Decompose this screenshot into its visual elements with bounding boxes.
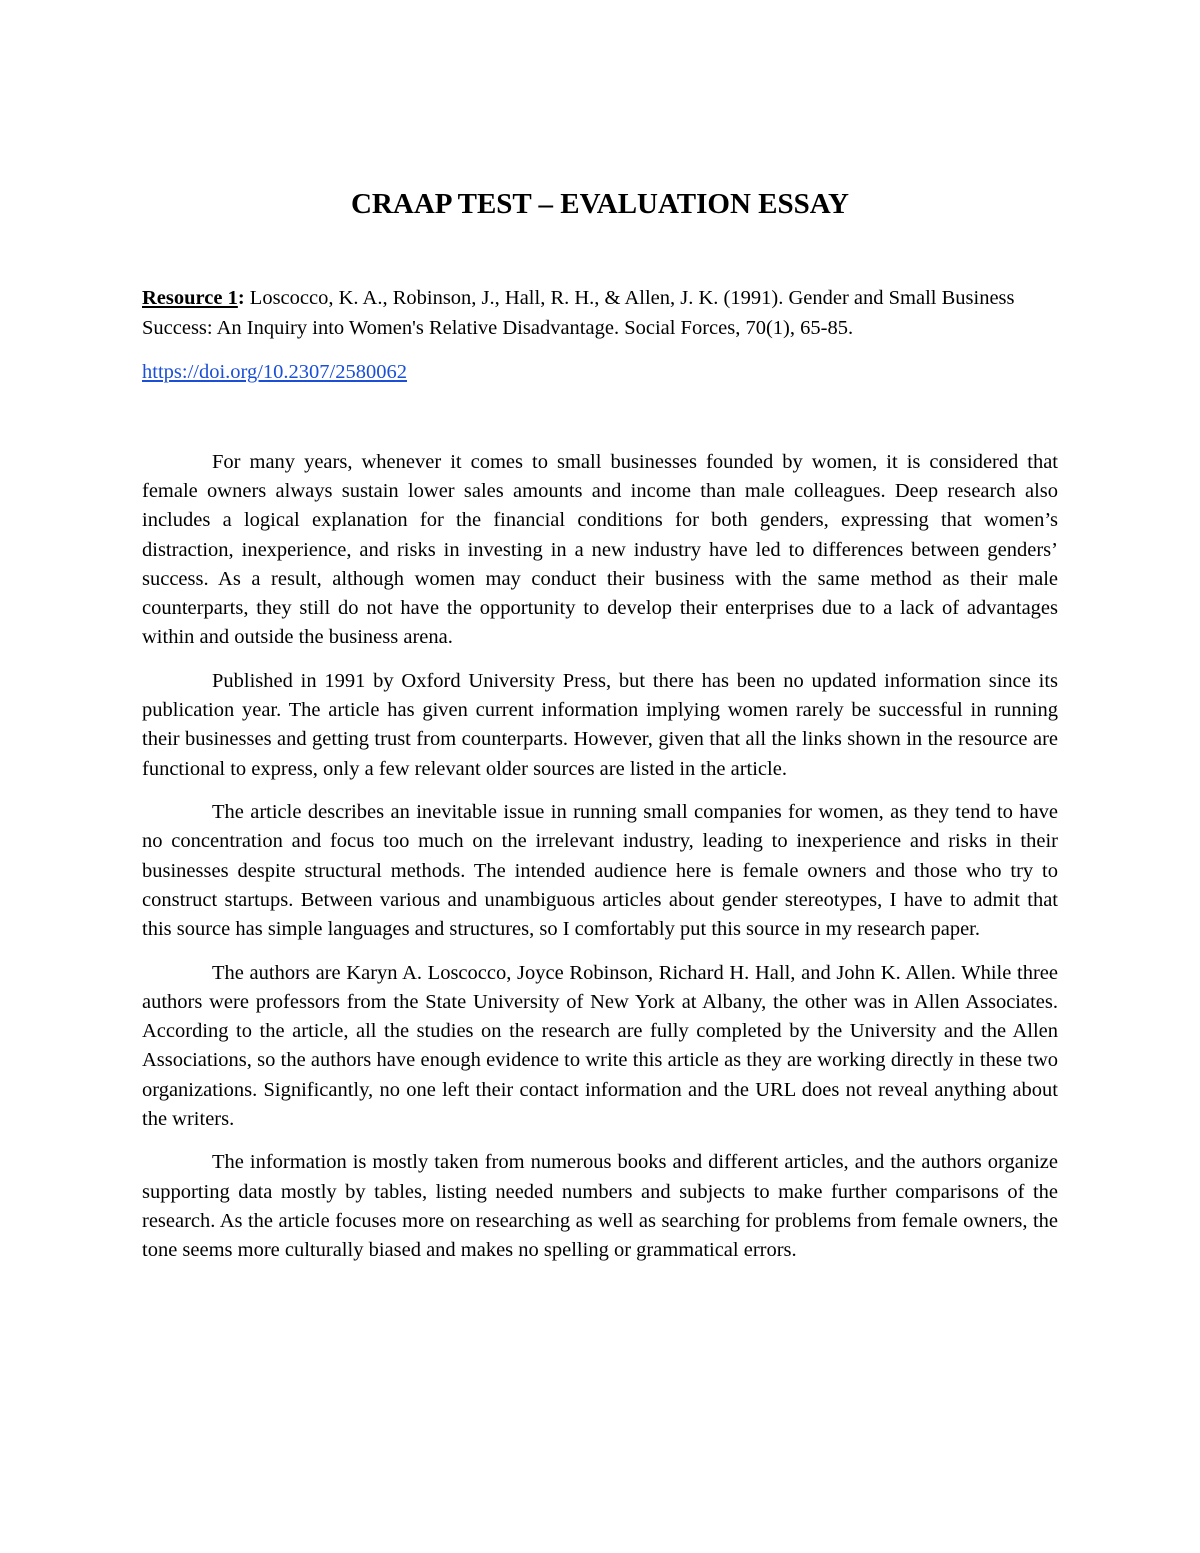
essay-body (142, 448, 1058, 1280)
paragraph-2: Published in 1991 by Oxford University Press, but there has been no updated information since its publication year. The article has given current information implying women rarely be successful in running their businesses and getting trust from counterparts. However, given that all the links shown in the resource are functional to express, only a few relevant older sources are listed in the article. (142, 669, 1058, 780)
document-title: CRAAP TEST – EVALUATION ESSAY (350, 188, 849, 220)
citation-text: Loscocco, K. A., Robinson, J., Hall, R. H., & Allen, J. K. (1991). Gender and Small Business Success: An Inquiry into Women's Relative Disadvantage. Social Forces, 70(1), 65-85. (142, 287, 1015, 339)
resource-label-colon: : (237, 287, 245, 309)
paragraph-4: The authors are Karyn A. Loscocco, Joyce Robinson, Richard H. Hall, and John K. Allen. While three authors were professors from the State University of New York at Albany, the other was in Allen Associates. According to the article, all the studies on the research are fully completed by the University and the Allen Associations, so the authors have enough evidence to write this article as they are working directly in these two organizations. Significantly, no one left their contact information and the URL does not reveal anything about the writers. (142, 961, 1058, 1130)
paragraph-3: The article describes an inevitable issue in running small companies for women, as they tend to have no concentration and focus too much on the irrelevant industry, leading to inexperience and risks in their businesses despite structural methods. The intended audience here is female owners and those who try to construct startups. Between various and unambiguous articles about gender stereotypes, I have to admit that this source has simple languages and structures, so I comfortably put this source in my research paper. (142, 801, 1058, 941)
paragraph-1: For many years, whenever it comes to small businesses founded by women, it is considered that female owners always sustain lower sales amounts and income than male colleagues. Deep research also includes a logical explanation for the financial conditions for both genders, expressing that women’s distraction, inexperience, and risks in investing in a new industry have led to differences between genders’ success. As a result, although women may conduct their business with the same method as their male counterparts, they still do not have the opportunity to develop their enterprises due to a lack of advantages within and outside the business arena. (142, 451, 1058, 649)
resource-label: Resource 1 (142, 287, 238, 309)
doi-link[interactable]: https://doi.org/10.2307/2580062 (142, 361, 407, 383)
paragraph-5: The information is mostly taken from numerous books and different articles, and the authors organize supporting data mostly by tables, listing needed numbers and subjects to make further comparisons of the research. As the article focuses more on researching as well as searching for problems from female owners, the tone seems more culturally biased and makes no spelling or grammatical errors. (142, 1151, 1058, 1262)
resource-citation (142, 284, 1058, 343)
